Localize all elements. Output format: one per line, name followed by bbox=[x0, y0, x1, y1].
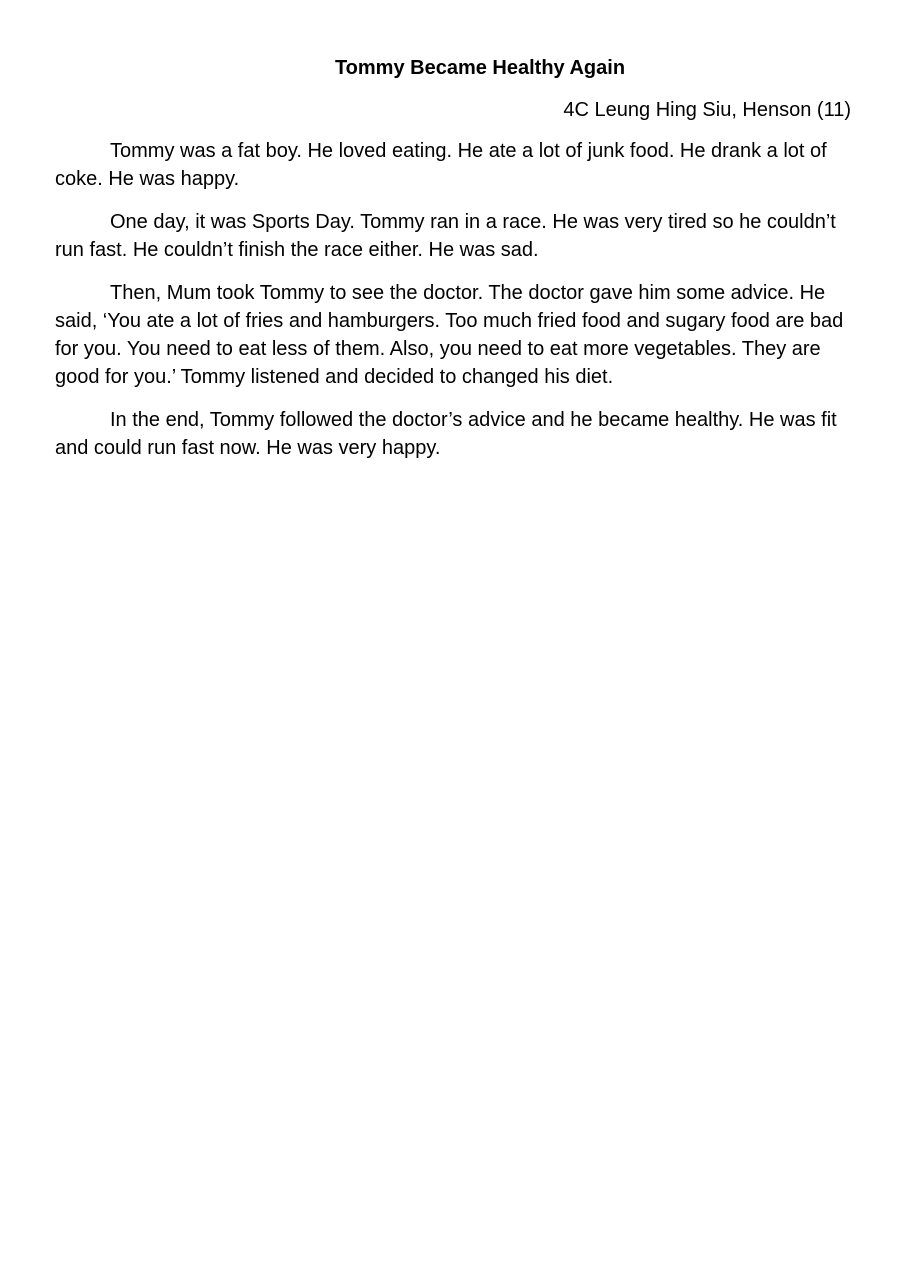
paragraph-2: One day, it was Sports Day. Tommy ran in a race. He was very tired so he couldn’t run fast. He couldn’t finish the race either. He was sad. bbox=[55, 211, 836, 261]
paragraph-1: Tommy was a fat boy. He loved eating. He ate a lot of junk food. He drank a lot of coke. He was happy. bbox=[55, 140, 827, 190]
paragraph-4: In the end, Tommy followed the doctor’s advice and he became healthy. He was fit and could run fast now. He was very happy. bbox=[55, 409, 837, 459]
author-line: 4C Leung Hing Siu, Henson (11) bbox=[563, 99, 851, 121]
paragraph-3: Then, Mum took Tommy to see the doctor. The doctor gave him some advice. He said, ‘You ate a lot of fries and hamburgers. Too much fried food and sugary food are bad for you. You need to eat less of them. Also, you need to eat more vegetables. They are good for you.’ Tommy listened and decided to changed his diet. bbox=[55, 282, 844, 388]
document-title: Tommy Became Healthy Again bbox=[334, 57, 626, 79]
document-page bbox=[55, 55, 855, 477]
